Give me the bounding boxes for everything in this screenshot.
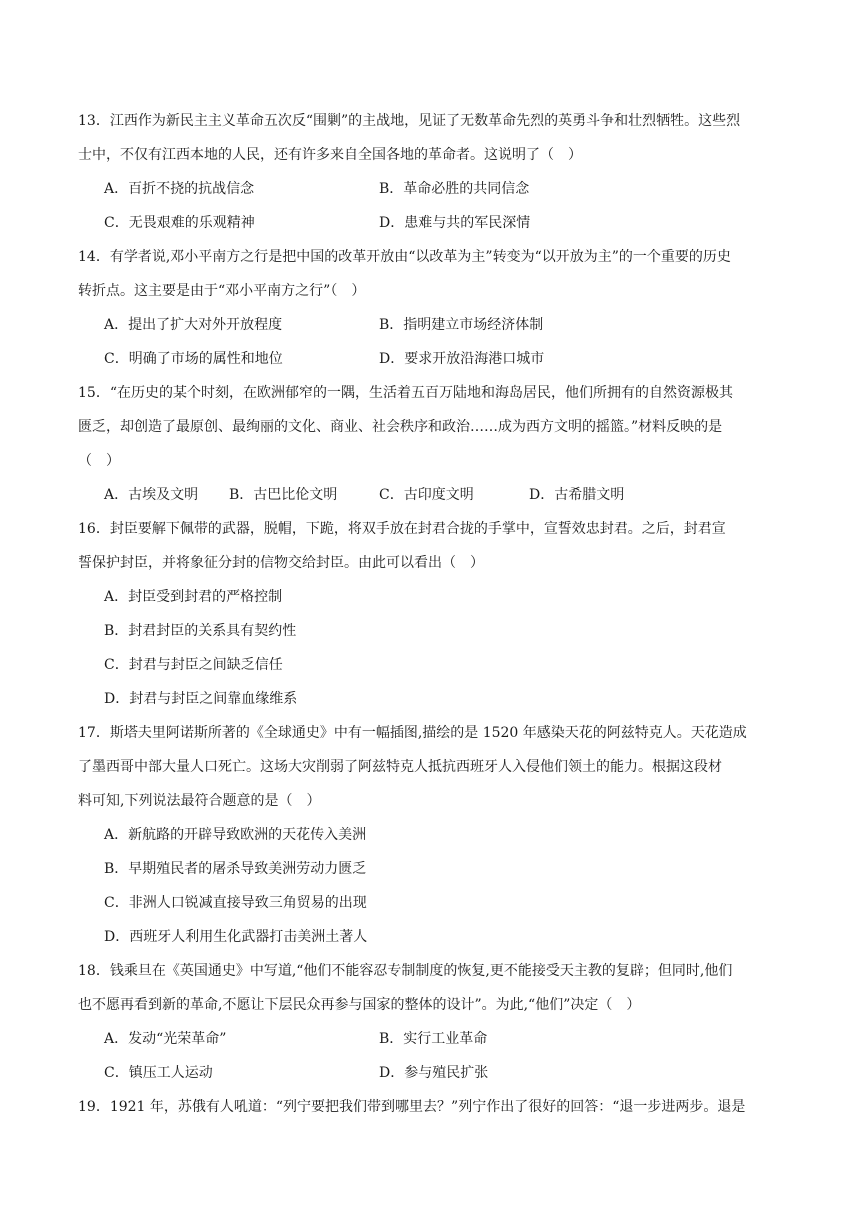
question-15-line-2: 匮乏，却创造了最原创、最绚丽的文化、商业、社会秩序和政治……成为西方文明的摇篮。”材料反映的是 (78, 419, 723, 435)
question-14-line-2: 转折点。这主要是由于“邓小平南方之行”（ ） (78, 283, 366, 299)
question-17-line-3: 料可知,下列说法最符合题意的是（ ） (78, 793, 321, 809)
question-17 (78, 716, 784, 954)
question-15-option-b[interactable]: B．古巴比伦文明 (229, 487, 338, 503)
question-15-option-c[interactable]: C．古印度文明 (379, 487, 474, 503)
question-17-option-a[interactable]: A．新航路的开辟导致欧洲的天花传入美洲 (104, 827, 367, 843)
question-14-option-b[interactable]: B．指明建立市场经济体制 (379, 317, 544, 333)
question-14-option-a[interactable]: A．提出了扩大对外开放程度 (104, 317, 283, 333)
question-15-options-row (78, 478, 784, 512)
question-15-line-1: 15．“在历史的某个时刻，在欧洲郁窄的一隅，生活着五百万陆地和海岛居民，他们所拥有的自然资源极其 (78, 385, 733, 401)
question-18-option-a[interactable]: A．发动“光荣革命” (104, 1031, 227, 1047)
question-17-option-c[interactable]: C．非洲人口锐减直接导致三角贸易的出现 (104, 895, 367, 911)
question-14 (78, 240, 784, 376)
question-15-line-3: （ ） (78, 453, 120, 469)
question-13-option-a[interactable]: A．百折不挠的抗战信念 (104, 181, 255, 197)
question-13-line-1: 13．江西作为新民主主义革命五次反“围剿”的主战地，见证了无数革命先烈的英勇斗争和壮烈牺牲。这些烈 (78, 113, 741, 129)
question-16-line-1: 16．封臣要解下佩带的武器，脱帽，下跪，将双手放在封君合拢的手掌中，宣誓效忠封君。之后，封君宣 (78, 521, 726, 537)
question-14-option-c[interactable]: C．明确了市场的属性和地位 (104, 351, 283, 367)
question-13-option-c[interactable]: C．无畏艰难的乐观精神 (104, 215, 255, 231)
question-13-options-row-1 (78, 172, 784, 206)
question-14-options-row-2 (78, 342, 784, 376)
question-19-line-1: 19．1921 年，苏俄有人吼道：“列宁要把我们带到哪里去？”列宁作出了很好的回答：“退一步进两步。退是 (78, 1099, 746, 1115)
question-13 (78, 104, 784, 240)
question-18-option-d[interactable]: D．参与殖民扩张 (379, 1065, 489, 1081)
question-13-option-d[interactable]: D．患难与共的军民深情 (379, 215, 531, 231)
question-16-option-b[interactable]: B．封君封臣的关系具有契约性 (104, 623, 297, 639)
question-16-line-2: 誓保护封臣，并将象征分封的信物交给封臣。由此可以看出（ ） (78, 555, 484, 571)
question-13-options-row-2 (78, 206, 784, 240)
question-16-option-c[interactable]: C．封君与封臣之间缺乏信任 (104, 657, 283, 673)
question-16-option-a[interactable]: A．封臣受到封君的严格控制 (104, 589, 283, 605)
question-18-options-row-2 (78, 1056, 784, 1090)
question-18 (78, 954, 784, 1090)
question-17-line-1: 17．斯塔夫里阿诺斯所著的《全球通史》中有一幅插图,描绘的是 1520 年感染天花的阿兹特克人。天花造成 (78, 725, 747, 741)
exam-page (78, 104, 784, 1124)
question-18-option-b[interactable]: B．实行工业革命 (379, 1031, 488, 1047)
question-18-options-row-1 (78, 1022, 784, 1056)
question-15 (78, 376, 784, 512)
question-18-option-c[interactable]: C．镇压工人运动 (104, 1065, 213, 1081)
question-17-option-d[interactable]: D．西班牙人利用生化武器打击美洲土著人 (104, 929, 368, 945)
question-15-option-d[interactable]: D．古希腊文明 (529, 487, 625, 503)
question-19 (78, 1090, 784, 1124)
question-16-option-d[interactable]: D．封君与封臣之间靠血缘维系 (104, 691, 298, 707)
question-14-line-1: 14．有学者说,邓小平南方之行是把中国的改革开放由“以改革为主”转变为“以开放为主”的一个重要的历史 (78, 249, 731, 265)
question-13-option-b[interactable]: B．革命必胜的共同信念 (379, 181, 530, 197)
question-14-option-d[interactable]: D．要求开放沿海港口城市 (379, 351, 545, 367)
question-15-option-a[interactable]: A．古埃及文明 (104, 487, 199, 503)
question-17-line-2: 了墨西哥中部大量人口死亡。这场大灾削弱了阿兹特克人抵抗西班牙人入侵他们领土的能力。根据这段材 (78, 759, 722, 775)
question-14-options-row-1 (78, 308, 784, 342)
question-18-line-1: 18．钱乘旦在《英国通史》中写道,“他们不能容忍专制制度的恢复,更不能接受天主教的复辟；但同时,他们 (78, 963, 733, 979)
question-13-line-2: 士中，不仅有江西本地的人民，还有许多来自全国各地的革命者。这说明了（ ） (78, 147, 582, 163)
question-17-option-b[interactable]: B．早期殖民者的屠杀导致美洲劳动力匮乏 (104, 861, 367, 877)
question-18-line-2: 也不愿再看到新的革命,不愿让下层民众再参与国家的整体的设计”。为此,“他们”决定（ ） (78, 997, 641, 1013)
question-16 (78, 512, 784, 716)
